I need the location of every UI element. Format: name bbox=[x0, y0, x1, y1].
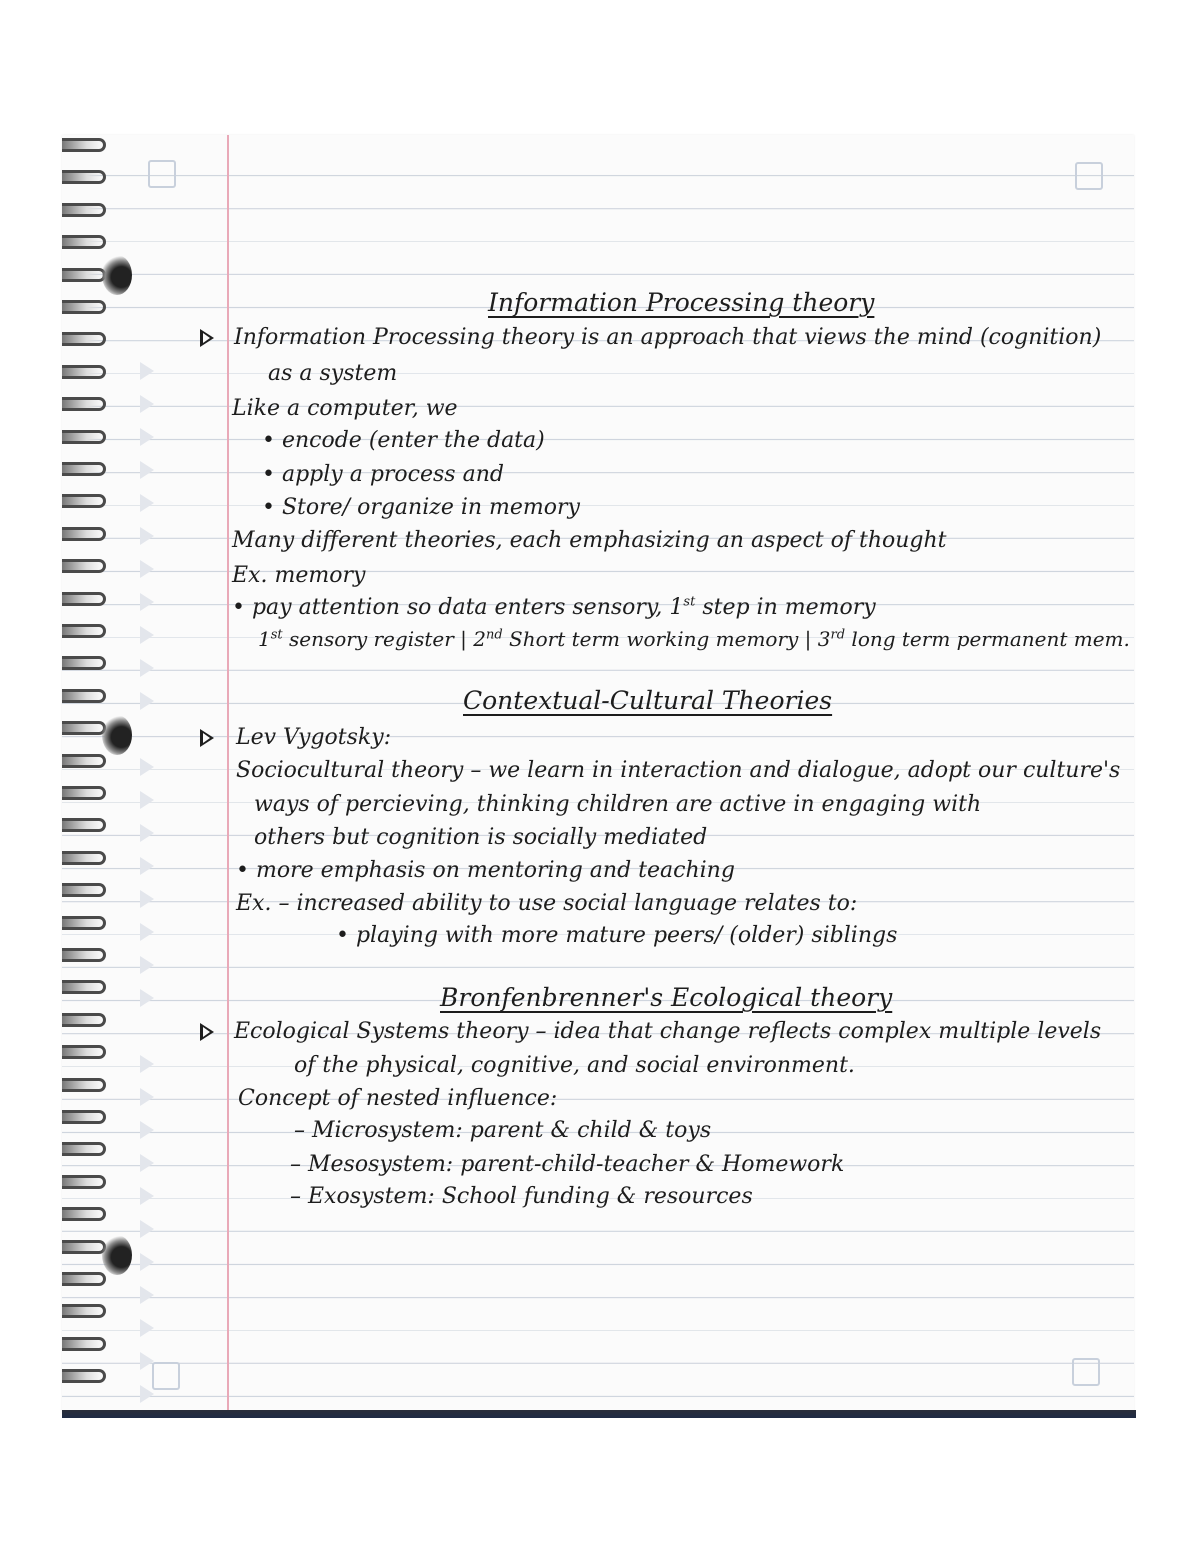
note-line: Ecological Systems theory – idea that change reflects complex multiple levels bbox=[234, 1019, 1102, 1044]
spiral-coil bbox=[62, 1110, 106, 1124]
note-line: others but cognition is socially mediated bbox=[254, 825, 708, 850]
spiral-coil bbox=[62, 365, 106, 379]
corner-mark-icon bbox=[152, 1362, 180, 1390]
punch-hole bbox=[102, 715, 132, 755]
section-heading: Contextual-Cultural Theories bbox=[463, 686, 833, 715]
spiral-coil bbox=[62, 656, 106, 670]
margin-arrow-icon bbox=[140, 1088, 154, 1106]
note-line: Information Processing theory is an approach that views the mind (cognition) bbox=[234, 325, 1102, 350]
bullet-item: • more emphasis on mentoring and teaching bbox=[236, 858, 735, 883]
spiral-coil bbox=[62, 1240, 106, 1254]
spiral-coil bbox=[62, 1142, 106, 1156]
note-line: Ex. memory bbox=[232, 563, 366, 588]
margin-arrow-icon bbox=[140, 428, 154, 446]
margin-arrow-icon bbox=[140, 857, 154, 875]
margin-arrow-icon bbox=[140, 890, 154, 908]
spiral-coil bbox=[62, 300, 106, 314]
spiral-coil bbox=[62, 624, 106, 638]
note-line: Ex. – increased ability to use social language relates to: bbox=[236, 891, 858, 916]
spiral-coil bbox=[62, 786, 106, 800]
spiral-coil bbox=[62, 1272, 106, 1286]
note-line: Sociocultural theory – we learn in interaction and dialogue, adopt our culture's bbox=[236, 758, 1121, 783]
memory-stages: 1st sensory register | 2nd Short term working memory | 3rd long term permanent mem. bbox=[258, 627, 1130, 651]
bullet-item: • encode (enter the data) bbox=[262, 428, 545, 453]
margin-arrow-icon bbox=[140, 758, 154, 776]
spiral-coil bbox=[62, 689, 106, 703]
margin-arrow-icon bbox=[140, 362, 154, 380]
corner-mark-icon bbox=[1072, 1358, 1100, 1386]
punch-hole bbox=[102, 255, 132, 295]
note-line: • pay attention so data enters sensory, 1st step in memory bbox=[232, 594, 876, 620]
margin-arrow-icon bbox=[140, 1220, 154, 1238]
spiral-coil bbox=[62, 883, 106, 897]
margin-arrow-icon bbox=[140, 395, 154, 413]
spiral-coil bbox=[62, 268, 106, 282]
margin-arrow-icon bbox=[140, 1319, 154, 1337]
margin-arrow-icon bbox=[140, 527, 154, 545]
margin-arrow-icon bbox=[140, 1154, 154, 1172]
spiral-coil bbox=[62, 721, 106, 735]
margin-arrow-icon bbox=[140, 626, 154, 644]
bullet-item: • playing with more mature peers/ (older) siblings bbox=[336, 923, 898, 948]
margin-arrow-icon bbox=[140, 1385, 154, 1403]
margin-arrow-icon bbox=[140, 659, 154, 677]
spiral-coil bbox=[62, 462, 106, 476]
note-line: as a system bbox=[268, 361, 398, 386]
margin-arrow-icon bbox=[140, 1121, 154, 1139]
note-line: Many different theories, each emphasizing an aspect of thought bbox=[232, 528, 947, 553]
spiral-coil bbox=[62, 235, 106, 249]
margin-arrow-icon bbox=[140, 1352, 154, 1370]
spiral-coil bbox=[62, 916, 106, 930]
section-heading: Information Processing theory bbox=[488, 288, 875, 317]
spiral-coil bbox=[62, 559, 106, 573]
section-marker-icon bbox=[200, 329, 214, 347]
spiral-coil bbox=[62, 980, 106, 994]
margin-arrow-icon bbox=[140, 560, 154, 578]
spiral-binding bbox=[62, 138, 114, 1398]
note-line: ways of percieving, thinking children are active in engaging with bbox=[254, 792, 982, 817]
spiral-coil bbox=[62, 138, 106, 152]
margin-line bbox=[227, 135, 229, 1413]
spiral-coil bbox=[62, 1078, 106, 1092]
corner-mark-icon bbox=[1075, 162, 1103, 190]
margin-arrow-icon bbox=[140, 1055, 154, 1073]
spiral-coil bbox=[62, 397, 106, 411]
spiral-coil bbox=[62, 1045, 106, 1059]
margin-arrow-icon bbox=[140, 791, 154, 809]
margin-arrow-icon bbox=[140, 1253, 154, 1271]
spiral-coil bbox=[62, 1175, 106, 1189]
spiral-coil bbox=[62, 948, 106, 962]
bullet-item: • Store/ organize in memory bbox=[262, 495, 580, 520]
spiral-coil bbox=[62, 527, 106, 541]
spiral-coil bbox=[62, 332, 106, 346]
bullet-item: • apply a process and bbox=[262, 462, 504, 487]
margin-arrow-icon bbox=[140, 989, 154, 1007]
margin-arrow-icon bbox=[140, 1187, 154, 1205]
list-item: – Exosystem: School funding & resources bbox=[290, 1184, 753, 1209]
margin-arrow-icon bbox=[140, 461, 154, 479]
spiral-coil bbox=[62, 170, 106, 184]
section-marker-icon bbox=[200, 1023, 214, 1041]
spiral-coil bbox=[62, 754, 106, 768]
margin-arrow-icon bbox=[140, 824, 154, 842]
margin-arrow-icon bbox=[140, 956, 154, 974]
spiral-coil bbox=[62, 494, 106, 508]
notebook-cover-edge bbox=[62, 1410, 1136, 1418]
note-line: Concept of nested influence: bbox=[238, 1086, 558, 1111]
punch-hole bbox=[102, 1235, 132, 1275]
section-heading: Bronfenbrenner's Ecological theory bbox=[440, 983, 893, 1012]
spiral-coil bbox=[62, 1207, 106, 1221]
spiral-coil bbox=[62, 592, 106, 606]
spiral-coil bbox=[62, 430, 106, 444]
spiral-coil bbox=[62, 1013, 106, 1027]
margin-arrow-icon bbox=[140, 494, 154, 512]
spiral-coil bbox=[62, 1369, 106, 1383]
spiral-coil bbox=[62, 1304, 106, 1318]
spiral-coil bbox=[62, 1337, 106, 1351]
note-line: Lev Vygotsky: bbox=[236, 725, 392, 750]
note-line: Like a computer, we bbox=[232, 396, 458, 421]
spiral-coil bbox=[62, 818, 106, 832]
list-item: – Mesosystem: parent-child-teacher & Homework bbox=[290, 1152, 845, 1177]
section-marker-icon bbox=[200, 729, 214, 747]
spiral-coil bbox=[62, 203, 106, 217]
margin-arrow-icon bbox=[140, 692, 154, 710]
note-line: of the physical, cognitive, and social environment. bbox=[294, 1053, 855, 1078]
margin-arrow-icon bbox=[140, 593, 154, 611]
spiral-coil bbox=[62, 851, 106, 865]
margin-arrow-icon bbox=[140, 923, 154, 941]
corner-mark-icon bbox=[148, 160, 176, 188]
margin-arrow-icon bbox=[140, 1286, 154, 1304]
list-item: – Microsystem: parent & child & toys bbox=[294, 1118, 712, 1143]
